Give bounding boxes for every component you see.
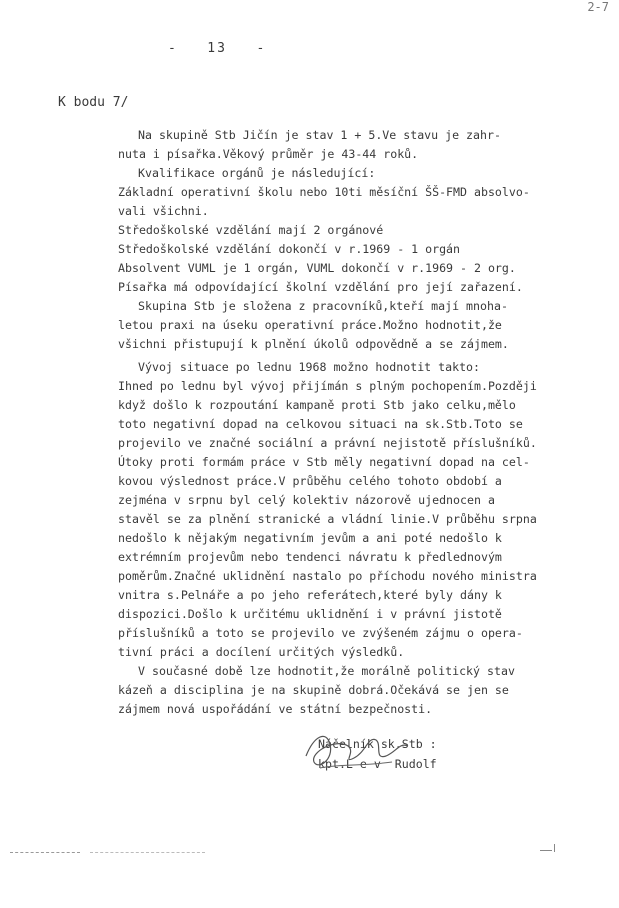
body-line: Vývoj situace po lednu 1968 možno hodnotit takto: bbox=[138, 360, 481, 374]
signature-name: kpt.L e v Rudolf bbox=[318, 757, 437, 771]
handwritten-signature bbox=[296, 716, 436, 782]
body-line: Skupina Stb je složena z pracovníků,kteří mají mnoha- bbox=[138, 299, 508, 313]
body-line: tivní práci a docílení určitých výsledků. bbox=[118, 645, 405, 659]
body-line: vali všichni. bbox=[118, 204, 209, 218]
body-line: když došlo k rozpoutání kampaně proti Stb jako celku,mělo bbox=[118, 398, 516, 412]
body-line: kovou výslednost práce.V průběhu celého tohoto období a bbox=[118, 474, 502, 488]
body-line: toto negativní dopad na celkovou situaci na sk.Stb.Toto se bbox=[118, 417, 523, 431]
section-heading: K bodu 7/ bbox=[58, 95, 129, 110]
signature-title: Náčelník sk.Stb : bbox=[318, 737, 437, 751]
body-line: Na skupině Stb Jičín je stav 1 + 5.Ve stavu je zahr- bbox=[138, 128, 501, 142]
body-line: Středoškolské vzdělání dokončí v r.1969 - 1 orgán bbox=[118, 242, 461, 256]
page-number: - 13 - bbox=[168, 41, 267, 56]
body-line: všichni přistupují k plnění úkolů odpovědně a se zájmem. bbox=[118, 337, 509, 351]
body-line: stavěl se za plnění stranické a vládní linie.V průběhu srpna bbox=[118, 512, 537, 526]
body-line: nedošlo k nějakým negativním jevům a ani poté nedošlo k bbox=[118, 531, 502, 545]
body-line: V současné době lze hodnotit,že morálně politický stav bbox=[138, 664, 515, 678]
body-line: poměrům.Značné uklidnění nastalo po příchodu nového ministra bbox=[118, 569, 537, 583]
body-line: Písařka má odpovídající školní vzdělání pro její zařazení. bbox=[118, 280, 523, 294]
body-line: letou praxi na úseku operativní práce.Možno hodnotit,že bbox=[118, 318, 502, 332]
body-line: kázeň a disciplina je na skupině dobrá.Očekává se jen se bbox=[118, 683, 509, 697]
body-line: extrémním projevům nebo tendenci návratu k předlednovým bbox=[118, 550, 502, 564]
body-line: Ihned po lednu byl vývoj přijímán s plným pochopením.Později bbox=[118, 379, 537, 393]
scan-margin-line bbox=[90, 852, 205, 853]
body-line: příslušníků a toto se projevilo ve zvýšeném zájmu o opera- bbox=[118, 626, 523, 640]
scan-margin-line bbox=[10, 852, 80, 853]
body-line: Útoky proti formám práce v Stb měly negativní dopad na cel- bbox=[118, 455, 530, 469]
body-line: Základní operativní školu nebo 10ti měsíční ŠŠ-FMD absolvo- bbox=[118, 185, 530, 199]
body-line: Kvalifikace orgánů je následující: bbox=[138, 166, 376, 180]
corner-mark: 2-7 bbox=[587, 0, 609, 14]
body-line: nuta i písařka.Věkový průměr je 43-44 roků. bbox=[118, 147, 419, 161]
scan-margin-line bbox=[540, 850, 552, 851]
body-line: vnitra s.Pelnáře a po jeho referátech,které byly dány k bbox=[118, 588, 502, 602]
body-line: zejména v srpnu byl celý kolektiv názorově ujednocen a bbox=[118, 493, 495, 507]
body-line: Absolvent VUML je 1 orgán, VUML dokončí v r.1969 - 2 org. bbox=[118, 261, 516, 275]
body-line: Středoškolské vzdělání mají 2 orgánové bbox=[118, 223, 384, 237]
body-line: projevilo ve značné sociální a právní nejistotě příslušníků. bbox=[118, 436, 537, 450]
body-line: zájmem nová uspořádání ve státní bezpečnosti. bbox=[118, 702, 433, 716]
body-line: dispozici.Došlo k určitému uklidnění i v právní jistotě bbox=[118, 607, 502, 621]
scan-margin-tick bbox=[554, 844, 555, 852]
